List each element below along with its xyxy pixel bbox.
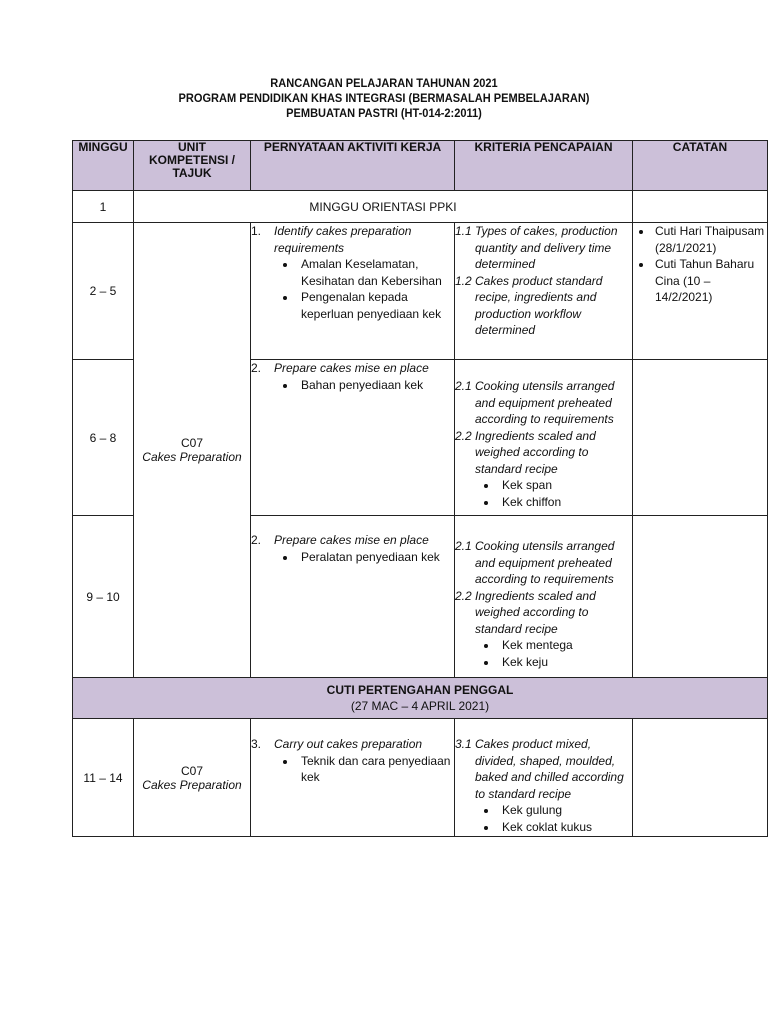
col-unit-header	[134, 141, 251, 191]
col-catatan-header: CATATAN	[633, 141, 768, 191]
criteria-subitem: • Kek gulung	[498, 802, 632, 819]
criteria-item: 2.1 Cooking utensils arranged and equipment preheated according to requirements	[455, 379, 615, 426]
criteria-subitem: • Kek span	[498, 477, 632, 494]
criteria-item: 1.1 Types of cakes, production quantity and delivery time determined	[455, 224, 618, 271]
break-dates: (27 MAC – 4 APRIL 2021)	[350, 699, 490, 713]
header-title: RANCANGAN PELAJARAN TAHUNAN 2021	[270, 76, 498, 90]
header-program: PROGRAM PENDIDIKAN KHAS INTEGRASI (BERMASALAH PEMBELAJARAN)	[178, 91, 590, 105]
activity-item: • Amalan Keselamatan, Kesihatan dan Kebersihan	[297, 256, 454, 289]
criteria-subitem: • Kek chiffon	[498, 494, 632, 511]
activity-title: Carry out cakes preparation	[274, 737, 423, 751]
criteria-cell	[455, 719, 633, 837]
criteria-subitem: • Kek coklat kukus	[498, 819, 632, 836]
table-row	[73, 223, 768, 360]
activity-item: • Teknik dan cara penyediaan kek	[297, 753, 454, 786]
activity-item: • Peralatan penyediaan kek	[297, 549, 454, 566]
unit-code: C07	[180, 436, 203, 450]
unit-cell	[134, 223, 251, 678]
table-row	[73, 719, 768, 837]
criteria-cell	[455, 223, 633, 360]
activity-number: 2.	[251, 361, 262, 375]
activity-cell	[251, 360, 455, 516]
unit-code: C07	[180, 763, 203, 778]
notes-cell	[633, 719, 768, 837]
lesson-plan-table	[72, 140, 768, 837]
criteria-item: 3.1 Cakes product mixed, divided, shaped, moulded, baked and chilled according to standard recipe	[455, 737, 624, 801]
mid-term-break-cell	[73, 678, 768, 719]
mid-term-break-row	[73, 678, 768, 719]
activity-title: Identify cakes preparation requirements	[274, 224, 412, 255]
table-row	[73, 191, 768, 223]
header-subject: PEMBUATAN PASTRI (HT-014-2:2011)	[286, 106, 482, 120]
notes-cell	[633, 516, 768, 678]
activity-item: • Bahan penyediaan kek	[297, 377, 454, 394]
week-cell: 11 – 14	[73, 719, 134, 837]
note-item: • Cuti Hari Thaipusam (28/1/2021)	[653, 223, 767, 256]
week-cell: 2 – 5	[73, 223, 134, 360]
activity-number: 1.	[251, 224, 262, 238]
week-cell: 1	[73, 191, 134, 223]
criteria-item: 2.1 Cooking utensils arranged and equipment preheated according to requirements	[455, 539, 615, 586]
activity-number: 3.	[251, 737, 262, 751]
col-unit-header-line2: KOMPETENSI /	[148, 153, 235, 167]
unit-name: Cakes Preparation	[142, 450, 242, 464]
criteria-subitem: • Kek keju	[498, 654, 632, 671]
orientation-cell: MINGGU ORIENTASI PPKI	[134, 191, 633, 223]
document-header	[31, 76, 738, 121]
unit-name: Cakes Preparation	[142, 777, 242, 792]
note-item: • Cuti Tahun Baharu Cina (10 – 14/2/2021)	[653, 256, 767, 306]
notes-cell	[633, 223, 768, 360]
week-cell: 6 – 8	[73, 360, 134, 516]
criteria-cell	[455, 516, 633, 678]
table-header-row	[73, 141, 768, 191]
criteria-item: 2.2 Ingredients scaled and weighed according to standard recipe	[455, 588, 596, 636]
criteria-item: 2.2 Ingredients scaled and weighed according to standard recipe	[455, 428, 596, 476]
col-unit-header-line3: TAJUK	[172, 166, 212, 180]
notes-cell	[633, 191, 768, 223]
activity-title: Prepare cakes mise en place	[274, 361, 429, 375]
break-title: CUTI PERTENGAHAN PENGGAL	[326, 683, 514, 697]
activity-title: Prepare cakes mise en place	[274, 533, 429, 547]
col-kriteria-header: KRITERIA PENCAPAIAN	[455, 141, 633, 191]
activity-cell	[251, 719, 455, 837]
criteria-cell	[455, 360, 633, 516]
col-minggu-header: MINGGU	[73, 141, 134, 191]
notes-cell	[633, 360, 768, 516]
week-cell: 9 – 10	[73, 516, 134, 678]
activity-item: • Pengenalan kepada keperluan penyediaan kek	[297, 289, 454, 322]
activity-number: 2.	[251, 533, 262, 547]
criteria-item: 1.2 Cakes product standard recipe, ingredients and production workflow determined	[455, 273, 603, 337]
activity-cell	[251, 223, 455, 360]
unit-cell	[134, 719, 251, 837]
activity-cell	[251, 516, 455, 678]
col-unit-header-line1: UNIT	[178, 140, 206, 154]
criteria-subitem: • Kek mentega	[498, 637, 632, 654]
col-pernyataan-header: PERNYATAAN AKTIVITI KERJA	[251, 141, 455, 191]
